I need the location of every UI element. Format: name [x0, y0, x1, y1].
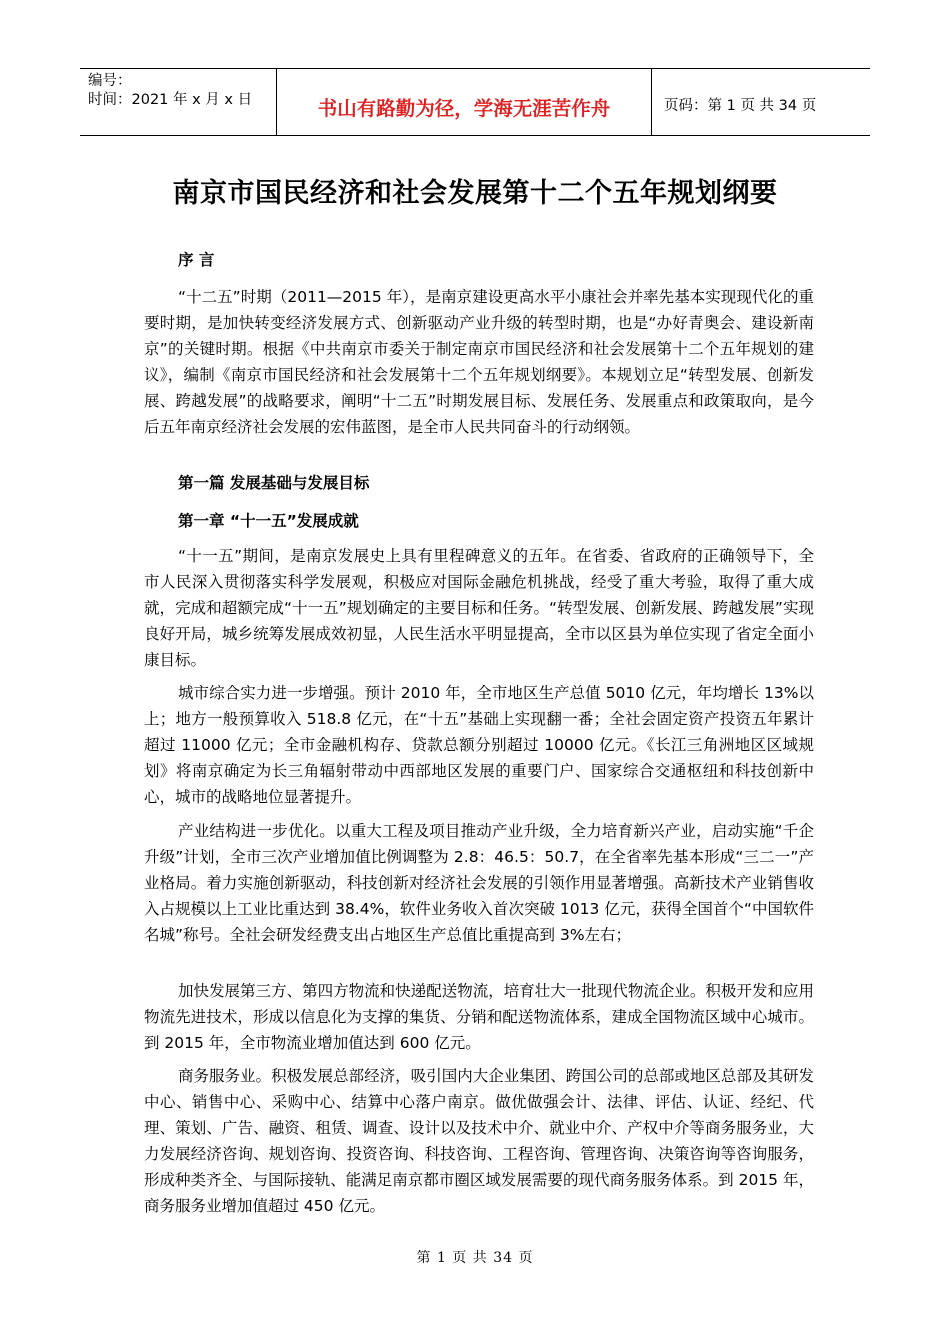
document-title: 南京市国民经济和社会发展第十二个五年规划纲要	[172, 178, 778, 209]
document-date-label: 时间：2021 年 x 月 x 日	[88, 92, 253, 108]
body-paragraph: 加快发展第三方、第四方物流和快递配送物流，培育壮大一批现代物流企业。积极开发和应用物流先进技术，形成以信息化为支撑的集货、分销和配送物流体系，建成全国物流区域中心城市。到 2015 年，全市物流业增加值达到 600 亿元。	[144, 982, 814, 1052]
page-header	[80, 68, 870, 136]
body-paragraph: 城市综合实力进一步增强。预计 2010 年，全市地区生产总值 5010 亿元，年均增长 13%以上；地方一般预算收入 518.8 亿元，在“十五”基础上实现翻一番；全社会固定资产投资五年累计超过 11000 亿元；全市金融机构存、贷款总额分别超过 10000 亿元。《长江三角洲地区区域规划》将南京确定为长三角辐射带动中西部地区发展的重要门户、国家综合交通枢纽和科技创新中心，城市的战略地位显著提升。	[144, 684, 814, 806]
body-paragraph: 产业结构进一步优化。以重大工程及项目推动产业升级，全力培育新兴产业，启动实施“千企升级”计划，全市三次产业增加值比例调整为 2.8：46.5：50.7，在全省率先基本形成“三二一”产业格局。着力实施创新驱动，科技创新对经济社会发展的引领作用显著增强。高新技术产业销售收入占规模以上工业比重达到 38.4%，软件业务收入首次突破 1013 亿元，获得全国首个“中国软件名城”称号。全社会研发经费支出占地区生产总值比重提高到 3%左右；	[144, 822, 814, 944]
chapter-heading: 第一章 “十一五”发展成就	[178, 512, 359, 530]
header-page-cell	[652, 69, 870, 135]
header-page-info: 页码：第 1 页 共 34 页	[664, 98, 817, 114]
preface-heading: 序 言	[178, 251, 215, 269]
header-meta-cell	[80, 69, 277, 135]
part-heading: 第一篇 发展基础与发展目标	[178, 474, 370, 492]
body-paragraph: “十一五”期间，是南京发展史上具有里程碑意义的五年。在省委、省政府的正确领导下，全市人民深入贯彻落实科学发展观，积极应对国际金融危机挑战，经受了重大考验，取得了重大成就，完成和超额完成“十一五”规划确定的主要目标和任务。“转型发展、创新发展、跨越发展”实现良好开局，城乡统筹发展成效初显，人民生活水平明显提高，全市以区县为单位实现了省定全面小康目标。	[144, 547, 814, 669]
preface-paragraph: “十二五”时期（2011—2015 年），是南京建设更高水平小康社会并率先基本实现现代化的重要时期，是加快转变经济发展方式、创新驱动产业升级的转型时期，也是“办好青奥会、建设新南京”的关键时期。根据《中共南京市委关于制定南京市国民经济和社会发展第十二个五年规划的建议》，编制《南京市国民经济和社会发展第十二个五年规划纲要》。本规划立足“转型发展、创新发展、跨越发展”的战略要求，阐明“十二五”时期发展目标、发展任务、发展重点和政策取向，是今后五年南京经济社会发展的宏伟蓝图，是全市人民共同奋斗的行动纲领。	[144, 288, 814, 436]
body-paragraph: 商务服务业。积极发展总部经济，吸引国内大企业集团、跨国公司的总部或地区总部及其研发中心、销售中心、采购中心、结算中心落户南京。做优做强会计、法律、评估、认证、经纪、代理、策划、广告、融资、租赁、调查、设计以及技术中介、就业中介、产权中介等商务服务业，大力发展经济咨询、规划咨询、投资咨询、科技咨询、工程咨询、管理咨询、决策咨询等咨询服务，形成种类齐全、与国际接轨、能满足南京都市圈区域发展需要的现代商务服务体系。到 2015 年，商务服务业增加值超过 450 亿元。	[144, 1067, 814, 1215]
header-motto-cell	[277, 69, 652, 135]
document-number-label: 编号：	[88, 73, 132, 89]
page-footer: 第 1 页 共 34 页	[416, 1250, 534, 1266]
header-motto: 书山有路勤为径，学海无涯苦作舟	[317, 97, 611, 120]
